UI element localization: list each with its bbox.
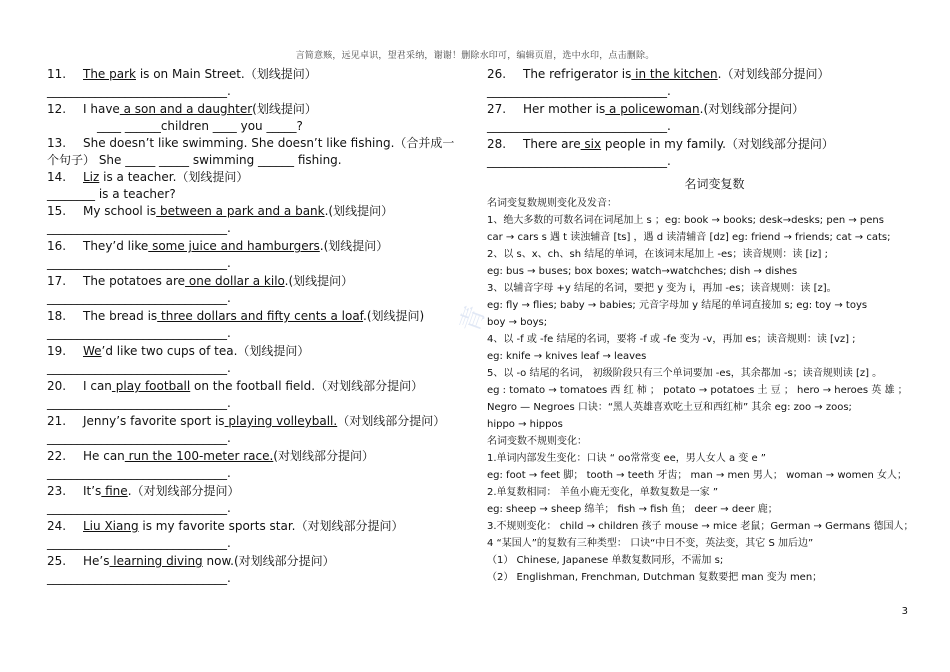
answer-blank: ______________________________. xyxy=(47,221,231,235)
question-number: 25. xyxy=(47,554,67,568)
question-instruction: .(划线提问） xyxy=(324,204,394,218)
question-line xyxy=(47,483,467,500)
question-instruction: .(划线提问） xyxy=(319,239,389,253)
answer-template: ________ is a teacher? xyxy=(47,187,176,201)
underlined-phrase: one dollar a kilo xyxy=(185,274,285,288)
question-number: 26. xyxy=(487,67,507,81)
rule-line: 4 “某国人”的复数有三种类型： 口诀“中日不变，英法变，其它 S 加后边” xyxy=(487,538,814,549)
plural-rules xyxy=(487,197,942,588)
question-instruction: .(划线提问） xyxy=(284,274,354,288)
question-text: Jenny’s favorite sport is xyxy=(83,414,225,428)
rule-line: eg: sheep → sheep 绵羊； fish → fish 鱼； deer → deer 鹿； xyxy=(487,504,778,515)
rules-title: 名词变复数 xyxy=(684,177,745,191)
rule-line: 1.单词内部发生变化：口诀 “ oo常常变 ee，男人女人 a 变 e ” xyxy=(487,453,766,464)
rule-line: eg: foot → feet 脚； tooth → teeth 牙齿； man → men 男人； woman → women 女人； xyxy=(487,470,908,481)
underlined-phrase: playing volleyball. xyxy=(224,414,338,428)
answer-blank: ______________________________. xyxy=(47,396,231,410)
underlined-phrase: between a park and a bank xyxy=(156,204,325,218)
question-text: There are xyxy=(523,137,581,151)
question-instruction: people in my family.（对划线部分提问） xyxy=(601,137,834,151)
answer-blank: ______________________________. xyxy=(47,501,231,515)
rule-line: car → cars s 遇 t 读浊辅音 [ts] ，遇 d 读清辅音 [dz] eg: friend → friends; cat → cats; xyxy=(487,232,891,243)
question-number: 19. xyxy=(47,344,67,358)
header-watermark-note: 言简意赅，远见卓识，望君采纳，谢谢！删除水印可，编辑页眉，选中水印，点击删除。 xyxy=(295,51,655,61)
question-number: 18. xyxy=(47,309,67,323)
question-instruction: ’d like two cups of tea.（划线提问） xyxy=(101,344,310,358)
question-number: 20. xyxy=(47,379,67,393)
question-line xyxy=(47,553,467,570)
question-line xyxy=(47,203,467,220)
question-text: My school is xyxy=(83,204,157,218)
underlined-phrase: play football xyxy=(111,379,191,393)
question-instruction: （对划线部分提问） xyxy=(337,414,446,428)
answer-blank: ______________________________. xyxy=(47,571,231,585)
question-line xyxy=(47,66,467,83)
question-text: I can xyxy=(83,379,112,393)
answer-blank: ______________________________. xyxy=(487,84,671,98)
underlined-phrase: We xyxy=(83,344,102,358)
question-line xyxy=(47,343,467,360)
underlined-phrase: some juice and hamburgers xyxy=(148,239,320,253)
question-line xyxy=(47,101,467,118)
rule-line: 4、以 -f 或 -fe 结尾的名词，要将 -f 或 -fe 变为 -v，再加 es；读音规则：读 [vz] ; xyxy=(487,334,856,345)
question-line xyxy=(487,101,942,118)
question-line xyxy=(487,66,942,83)
rule-line: eg: fly → flies; baby → babies; 元音字母加 y 结尾的单词直接加 s; eg: toy → toys xyxy=(487,300,868,311)
question-number: 15. xyxy=(47,204,67,218)
underlined-phrase: a policewoman xyxy=(605,102,700,116)
answer-blank: ______________________________. xyxy=(47,326,231,340)
underlined-phrase: Liu Xiang xyxy=(83,519,139,533)
page-number: 3 xyxy=(901,606,908,617)
question-line xyxy=(47,273,467,290)
underlined-phrase: in the kitchen xyxy=(631,67,718,81)
question-text: Her mother is xyxy=(523,102,606,116)
rule-line: eg: knife → knives leaf → leaves xyxy=(487,351,647,362)
answer-blank: ______________________________. xyxy=(47,536,231,550)
question-instruction: now.(对划线部分提问） xyxy=(202,554,335,568)
question-text: He’s xyxy=(83,554,110,568)
question-number: 27. xyxy=(487,102,507,116)
question-number: 14. xyxy=(47,170,67,184)
question-number: 12. xyxy=(47,102,67,116)
question-instruction: .(划线提问) xyxy=(363,309,425,323)
answer-blank: ______________________________. xyxy=(47,431,231,445)
question-instruction: is on Main Street.（划线提问） xyxy=(136,67,317,81)
rule-line: （2） Englishman, Frenchman, Dutchman 复数要把 man 变为 men； xyxy=(487,572,823,583)
question-instruction: .（对划线部分提问） xyxy=(127,484,240,498)
answer-blank: ______________________________. xyxy=(47,291,231,305)
underlined-phrase: learning diving xyxy=(109,554,203,568)
rule-line: 名词变复数规则变化及发音： xyxy=(487,198,617,209)
answer-blank: ______________________________. xyxy=(47,466,231,480)
answer-blank: ______________________________. xyxy=(47,256,231,270)
question-number: 22. xyxy=(47,449,67,463)
rule-line: 名词变数不规则变化： xyxy=(487,436,587,447)
question-number: 11. xyxy=(47,67,67,81)
question-text: The bread is xyxy=(83,309,158,323)
rule-line: （1） Chinese, Japanese 单数复数同形，不需加 s; xyxy=(487,555,724,566)
question-number: 28. xyxy=(487,137,507,151)
question-instruction: (划线提问） xyxy=(252,102,317,116)
question-line xyxy=(47,518,467,535)
question-text: She doesn’t like swimming. She doesn’t like fishing.（合并成一 xyxy=(83,136,455,150)
rule-line: 5、以 -o 结尾的名词， 初级阶段只有三个单词要加 -es，其余都加 -s；读音规则读 [z] 。 xyxy=(487,368,883,379)
question-text: I have xyxy=(83,102,120,116)
rule-line: hippo → hippos xyxy=(487,419,563,430)
question-line xyxy=(47,413,467,430)
question-text: They’d like xyxy=(83,239,149,253)
question-number: 16. xyxy=(47,239,67,253)
left-column xyxy=(47,66,467,588)
watermark: 青 xyxy=(454,302,492,337)
right-column xyxy=(487,66,942,588)
question-number: 23. xyxy=(47,484,67,498)
answer-blank: ______________________________. xyxy=(47,84,231,98)
rule-line: 2.单复数相同： 羊鱼小鹿无变化，单数复数是一家 ” xyxy=(487,487,719,498)
question-instruction: is a teacher.（划线提问） xyxy=(99,170,249,184)
question-instruction: is my favorite sports star.（对划线部分提问） xyxy=(138,519,404,533)
answer-blank: ______________________________. xyxy=(487,119,671,133)
question-line xyxy=(487,136,942,153)
question-text: It’s xyxy=(83,484,102,498)
question-text: He can xyxy=(83,449,125,463)
rule-line: 1、绝大多数的可数名词在词尾加上 s ；eg: book → books; desk→desks; pen → pens xyxy=(487,215,884,226)
rule-line: 3.不规则变化： child → children 孩子 mouse → mice 老鼠；German → Germans 德国人； xyxy=(487,521,914,532)
question-line xyxy=(47,169,467,186)
question-text: The potatoes are xyxy=(83,274,186,288)
answer-template: ____ ______children ____ you _____? xyxy=(97,119,303,133)
answer-blank: ______________________________. xyxy=(487,154,671,168)
question-number: 13. xyxy=(47,136,67,150)
rule-line: boy → boys; xyxy=(487,317,548,328)
question-instruction: (对划线部分提问） xyxy=(273,449,374,463)
question-number: 21. xyxy=(47,414,67,428)
underlined-phrase: a son and a daughter xyxy=(119,102,253,116)
question-number: 17. xyxy=(47,274,67,288)
question-line xyxy=(47,308,467,325)
underlined-phrase: three dollars and fifty cents a loaf xyxy=(157,309,364,323)
question-instruction: .（对划线部分提问） xyxy=(717,67,830,81)
right-question-list xyxy=(487,66,942,171)
underlined-phrase: The park xyxy=(83,67,136,81)
rule-line: Negro — Negroes 口诀：“黑人英雄喜欢吃土豆和西红柿” 其余 eg: zoo → zoos; xyxy=(487,402,852,413)
question-number: 24. xyxy=(47,519,67,533)
underlined-phrase: fine xyxy=(101,484,128,498)
rule-line: eg : tomato → tomatoes 西 红 柿 ； potato → potatoes 土 豆 ； hero → heroes 英 雄 ； xyxy=(487,385,908,396)
question-instruction: .(对划线部分提问） xyxy=(699,102,805,116)
question-text: The refrigerator is xyxy=(523,67,632,81)
question-line xyxy=(47,238,467,255)
underlined-phrase: Liz xyxy=(83,170,100,184)
answer-blank: ______________________________. xyxy=(47,361,231,375)
answer-template: 个句子） She _____ _____ swimming ______ fishing. xyxy=(47,153,342,167)
rule-line: eg: bus → buses; box boxes; watch→watchches; dish → dishes xyxy=(487,266,798,277)
underlined-phrase: run the 100-meter race. xyxy=(124,449,274,463)
question-line xyxy=(47,378,467,395)
question-line xyxy=(47,135,467,152)
rule-line: 3、以辅音字母 +y 结尾的名词，要把 y 变为 i，再加 -es；读音规则：读 [z]。 xyxy=(487,283,837,294)
question-line xyxy=(47,448,467,465)
rule-line: 2、以 s、x、ch、sh 结尾的单词，在该词末尾加上 -es；读音规则：读 [iz] ; xyxy=(487,249,828,260)
underlined-phrase: six xyxy=(580,137,602,151)
question-instruction: on the football field.（对划线部分提问） xyxy=(190,379,424,393)
